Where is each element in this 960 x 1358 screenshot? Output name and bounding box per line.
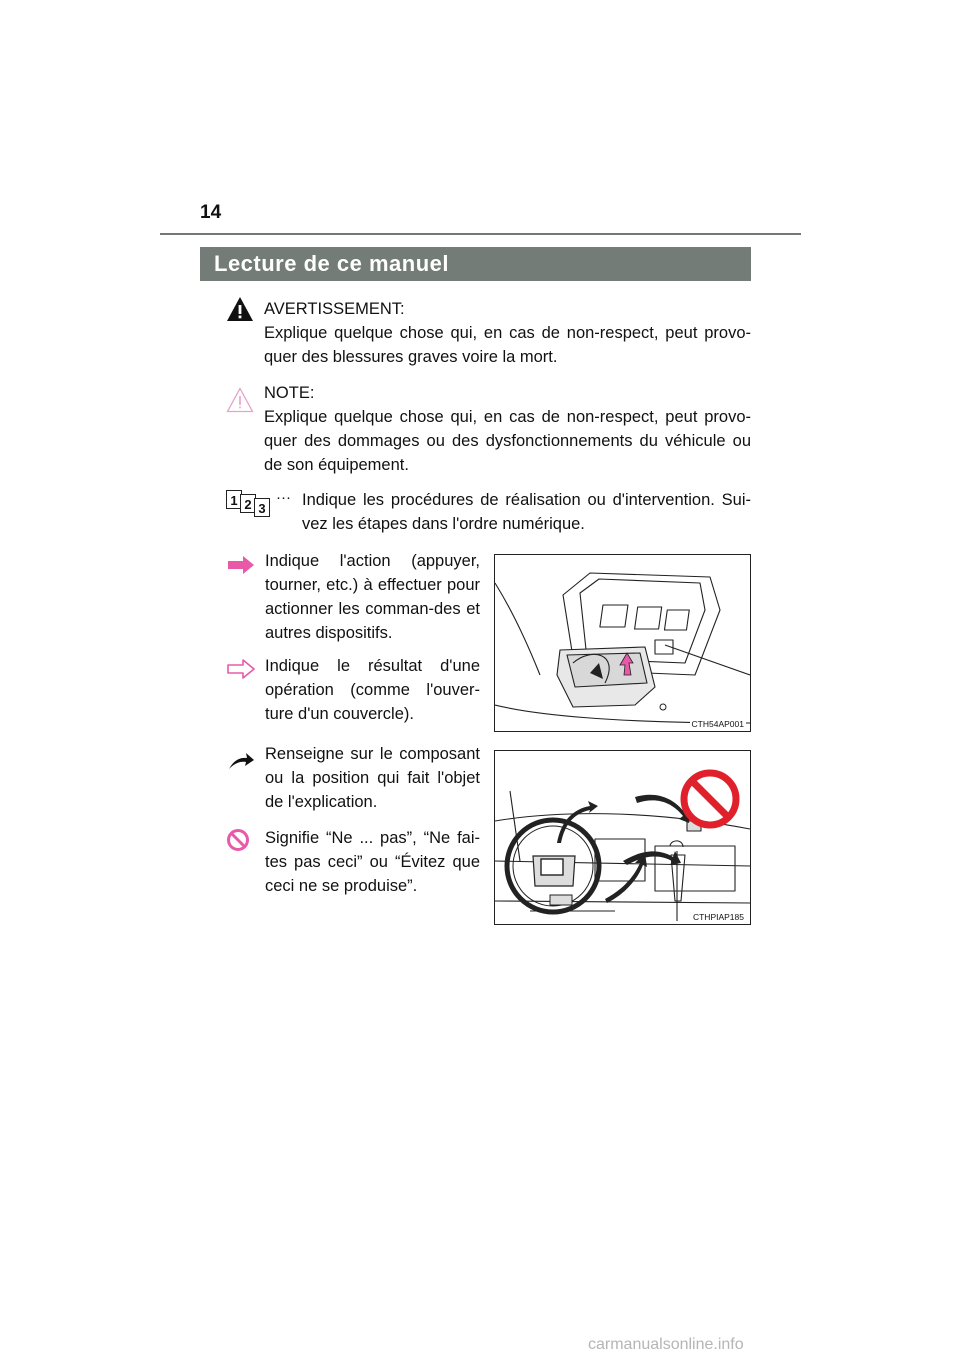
notice-icon [226,387,254,413]
action-arrow-icon [226,555,256,575]
prohibited-icon [226,828,250,852]
prohibited-text: Signifie “Ne ... pas”, “Ne fai-tes pas ceci” ou “Évitez que ceci ne se produise”. [265,829,480,895]
figure2-code: CTHPIAP185 [692,912,744,922]
header-rule [160,233,801,235]
warning-text: Explique quelque chose qui, en cas de non-respect, peut provo-quer des blessures graves voire la mort. [264,324,751,366]
notice-description [264,381,751,477]
action-text: Indique l'action (appuyer, tourner, etc.) à effectuer pour actionner les comman-des et autres dispositifs. [265,552,480,642]
notice-label: NOTE: [264,384,315,402]
watermark: carmanualsonline.info [588,1336,744,1353]
notice-text: Explique quelque chose qui, en cas de non-respect, peut provo-quer des dommages ou des dysfonctionnements du véhicule ou de son équipement. [264,408,751,474]
result-arrow-icon [226,659,256,679]
result-text: Indique le résultat d'une opération (comme l'ouver-ture d'un couvercle). [265,657,480,723]
step-number-3: 3 [254,498,270,517]
steps-text: Indique les procédures de réalisation ou d'intervention. Sui-vez les étapes dans l'ordre numérique. [302,491,751,533]
warning-icon [226,296,254,322]
steps-ellipsis: ··· [276,489,291,506]
overhead-console-illustration [495,555,750,731]
figure-overhead-console [494,554,751,732]
figure-dashboard [494,750,751,925]
figure1-code: CTH54AP001 [691,719,744,729]
page-number: 14 [200,202,222,223]
section-title: Lecture de ce manuel [200,247,751,281]
dashboard-illustration [495,751,750,924]
step-number-2: 2 [240,494,256,513]
component-text: Renseigne sur le composant ou la position qui fait l'objet de l'explication. [265,745,480,811]
step-number-1: 1 [226,490,242,509]
warning-description [264,297,751,369]
warning-label: AVERTISSEMENT: [264,300,405,318]
component-pointer-icon [226,750,256,772]
